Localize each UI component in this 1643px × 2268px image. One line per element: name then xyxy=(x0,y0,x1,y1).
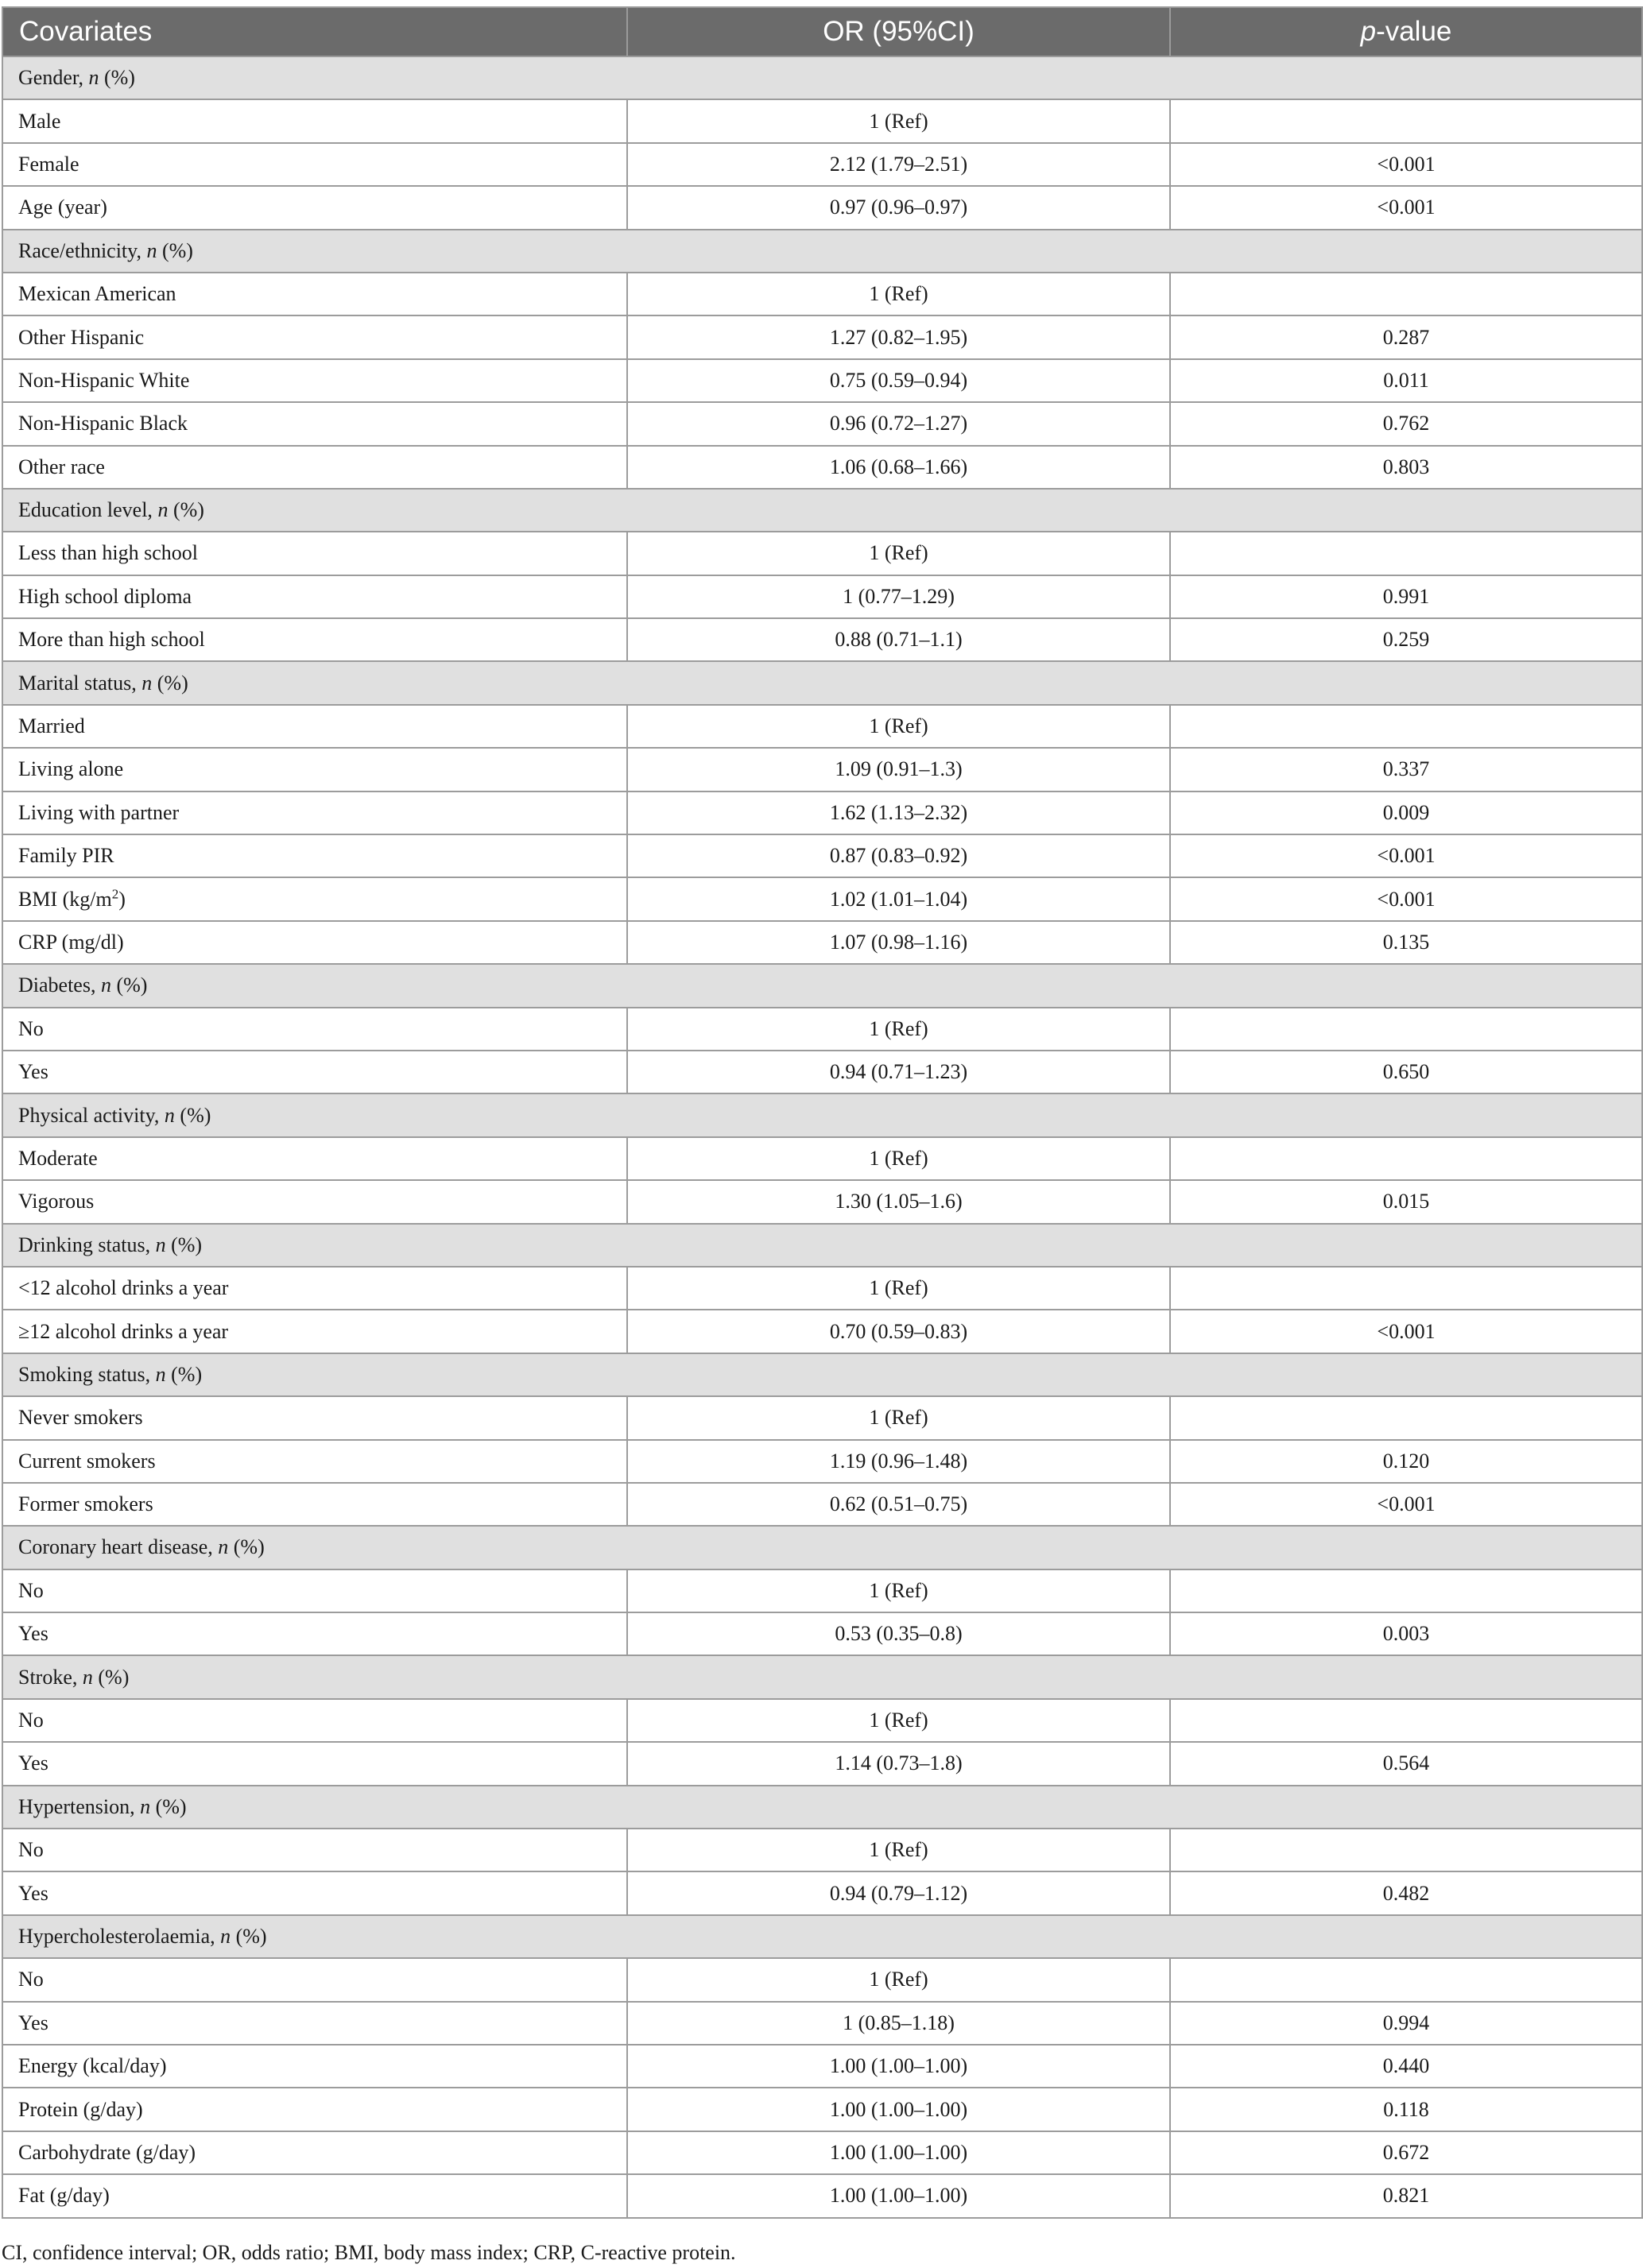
section-label xyxy=(2,964,1642,1007)
table-row xyxy=(2,1396,1642,1439)
or-cell: 1.02 (1.01–1.04) xyxy=(627,877,1170,920)
covariates-table xyxy=(2,6,1643,2219)
or-cell: 1.00 (1.00–1.00) xyxy=(627,2045,1170,2088)
p-value-cell xyxy=(1170,1008,1642,1051)
covariate-cell xyxy=(2,315,627,358)
table-body xyxy=(2,56,1642,2218)
p-value-cell xyxy=(1170,1396,1642,1439)
covariate-label: Non-Hispanic Black xyxy=(18,412,188,435)
section-label-n: n xyxy=(140,1794,151,1818)
table-row xyxy=(2,2131,1642,2174)
or-cell: 0.88 (0.71–1.1) xyxy=(627,618,1170,661)
table-row xyxy=(2,791,1642,834)
p-value-cell: <0.001 xyxy=(1170,1310,1642,1353)
or-cell: 1.06 (0.68–1.66) xyxy=(627,446,1170,489)
or-cell: 1 (Ref) xyxy=(627,99,1170,142)
section-label-text: Stroke, xyxy=(18,1665,83,1689)
p-value-cell: 0.564 xyxy=(1170,1742,1642,1785)
covariate-cell xyxy=(2,186,627,229)
section-label xyxy=(2,230,1642,273)
section-row xyxy=(2,1786,1642,1829)
section-row xyxy=(2,1655,1642,1698)
p-value-cell: 0.259 xyxy=(1170,618,1642,661)
p-value-cell: 0.650 xyxy=(1170,1051,1642,1093)
covariate-cell xyxy=(2,705,627,748)
p-value-cell: <0.001 xyxy=(1170,834,1642,877)
table-row xyxy=(2,1440,1642,1483)
covariate-label: <12 alcohol drinks a year xyxy=(18,1276,229,1300)
table-row xyxy=(2,705,1642,748)
or-cell: 1.09 (0.91–1.3) xyxy=(627,748,1170,791)
section-row xyxy=(2,1915,1642,1958)
or-cell: 1 (Ref) xyxy=(627,1396,1170,1439)
covariate-cell xyxy=(2,402,627,445)
covariate-label: No xyxy=(18,1968,44,1991)
section-row xyxy=(2,489,1642,532)
or-cell: 1 (Ref) xyxy=(627,1569,1170,1612)
or-cell: 1 (Ref) xyxy=(627,1008,1170,1051)
section-label-n: n xyxy=(220,1924,231,1948)
section-label-text: Race/ethnicity, xyxy=(18,238,147,262)
covariate-cell xyxy=(2,1699,627,1742)
covariate-cell xyxy=(2,877,627,920)
or-cell: 0.53 (0.35–0.8) xyxy=(627,1612,1170,1655)
table-row xyxy=(2,834,1642,877)
section-label-n: n xyxy=(157,498,169,522)
p-value-cell: 0.821 xyxy=(1170,2174,1642,2217)
header-covariates: Covariates xyxy=(2,7,627,56)
covariate-label: Age (year) xyxy=(18,195,107,219)
p-value-cell xyxy=(1170,1267,1642,1310)
section-label xyxy=(2,489,1642,532)
section-row xyxy=(2,1093,1642,1136)
covariate-label: Fat (g/day) xyxy=(18,2184,110,2208)
p-value-cell: 0.672 xyxy=(1170,2131,1642,2174)
p-value-cell: 0.994 xyxy=(1170,2002,1642,2045)
header-p-value xyxy=(1170,7,1642,56)
covariate-cell xyxy=(2,99,627,142)
p-value-cell xyxy=(1170,1699,1642,1742)
covariate-cell xyxy=(2,1483,627,1526)
covariate-cell xyxy=(2,575,627,618)
or-cell: 1 (0.77–1.29) xyxy=(627,575,1170,618)
table-row xyxy=(2,1699,1642,1742)
covariate-label: Yes xyxy=(18,2011,48,2034)
covariate-cell xyxy=(2,1310,627,1353)
covariate-cell xyxy=(2,532,627,575)
covariate-label: Former smokers xyxy=(18,1492,153,1516)
or-cell: 2.12 (1.79–2.51) xyxy=(627,143,1170,186)
p-value-cell: 0.009 xyxy=(1170,791,1642,834)
table-row xyxy=(2,921,1642,964)
covariate-label: Carbohydrate (g/day) xyxy=(18,2140,196,2164)
covariate-cell xyxy=(2,1829,627,1871)
section-label-suffix: (%) xyxy=(157,238,193,262)
table-row xyxy=(2,1871,1642,1914)
table-row xyxy=(2,359,1642,402)
p-value-cell: <0.001 xyxy=(1170,186,1642,229)
covariate-label: Current smokers xyxy=(18,1449,156,1473)
covariate-cell xyxy=(2,1267,627,1310)
covariate-cell xyxy=(2,618,627,661)
p-value-cell: 0.803 xyxy=(1170,446,1642,489)
p-value-cell xyxy=(1170,1958,1642,2001)
section-label-suffix: (%) xyxy=(99,66,135,90)
section-label-suffix: (%) xyxy=(110,973,148,997)
or-cell: 1 (Ref) xyxy=(627,273,1170,315)
section-row xyxy=(2,56,1642,99)
table-footnote: CI, confidence interval; OR, odds ratio; BMI, body mass index; CRP, C-reactive protein. xyxy=(2,2241,736,2264)
p-value-cell xyxy=(1170,99,1642,142)
table-row xyxy=(2,2174,1642,2217)
covariate-cell xyxy=(2,1742,627,1785)
p-value-cell: 0.135 xyxy=(1170,921,1642,964)
section-label-text: Gender, xyxy=(18,66,89,90)
covariate-label: No xyxy=(18,1838,44,1862)
section-row xyxy=(2,1526,1642,1569)
section-row xyxy=(2,230,1642,273)
covariate-label: Living alone xyxy=(18,757,124,781)
section-label xyxy=(2,661,1642,704)
covariate-label: Yes xyxy=(18,1060,48,1084)
covariate-cell xyxy=(2,791,627,834)
p-value-cell: 0.287 xyxy=(1170,315,1642,358)
covariate-cell xyxy=(2,273,627,315)
p-value-cell xyxy=(1170,1829,1642,1871)
section-label-n: n xyxy=(146,238,157,262)
section-row xyxy=(2,661,1642,704)
covariate-label: Family PIR xyxy=(18,844,114,868)
table-row xyxy=(2,1051,1642,1093)
covariate-cell xyxy=(2,834,627,877)
covariate-cell xyxy=(2,1612,627,1655)
section-row xyxy=(2,964,1642,1007)
or-cell: 1 (Ref) xyxy=(627,1137,1170,1180)
section-label-suffix: (%) xyxy=(174,1103,211,1127)
section-row xyxy=(2,1224,1642,1267)
or-cell: 1 (Ref) xyxy=(627,532,1170,575)
covariate-label: Yes xyxy=(18,1622,48,1646)
covariate-label: Yes xyxy=(18,1881,48,1905)
section-label-text: Coronary heart disease, xyxy=(18,1535,219,1559)
p-value-cell: <0.001 xyxy=(1170,877,1642,920)
section-label-n: n xyxy=(218,1535,229,1559)
section-label xyxy=(2,1915,1642,1958)
covariate-cell xyxy=(2,1569,627,1612)
section-label-text: Education level, xyxy=(18,498,158,522)
or-cell: 1 (Ref) xyxy=(627,1699,1170,1742)
section-label xyxy=(2,1786,1642,1829)
p-value-cell: 0.015 xyxy=(1170,1180,1642,1223)
p-value-cell: 0.440 xyxy=(1170,2045,1642,2088)
p-value-cell: 0.011 xyxy=(1170,359,1642,402)
p-value-cell: 0.991 xyxy=(1170,575,1642,618)
header-row xyxy=(2,7,1642,56)
table-row xyxy=(2,446,1642,489)
covariate-cell xyxy=(2,2088,627,2131)
covariate-label: ≥12 alcohol drinks a year xyxy=(18,1319,229,1343)
covariate-cell xyxy=(2,1871,627,1914)
or-cell: 1 (Ref) xyxy=(627,1267,1170,1310)
section-label-n: n xyxy=(82,1665,93,1689)
covariate-label: Yes xyxy=(18,1751,48,1775)
covariate-cell xyxy=(2,1137,627,1180)
covariate-label: No xyxy=(18,1016,44,1040)
covariate-cell xyxy=(2,2045,627,2088)
section-label xyxy=(2,1093,1642,1136)
covariate-label: Married xyxy=(18,714,85,738)
section-label-n: n xyxy=(141,671,153,695)
or-cell: 1.62 (1.13–2.32) xyxy=(627,791,1170,834)
p-value-cell: 0.482 xyxy=(1170,1871,1642,1914)
covariate-cell xyxy=(2,2174,627,2217)
covariate-cell xyxy=(2,359,627,402)
or-cell: 0.97 (0.96–0.97) xyxy=(627,186,1170,229)
table-row xyxy=(2,1829,1642,1871)
table-row xyxy=(2,1483,1642,1526)
covariate-cell xyxy=(2,446,627,489)
section-label xyxy=(2,56,1642,99)
table-row xyxy=(2,143,1642,186)
or-cell: 1.00 (1.00–1.00) xyxy=(627,2131,1170,2174)
covariate-cell xyxy=(2,921,627,964)
p-value-cell: <0.001 xyxy=(1170,143,1642,186)
covariate-label: Other Hispanic xyxy=(18,325,145,349)
p-value-cell: <0.001 xyxy=(1170,1483,1642,1526)
covariate-label: Living with partner xyxy=(18,800,180,824)
section-label-suffix: (%) xyxy=(228,1535,265,1559)
section-label-text: Hypertension, xyxy=(18,1794,141,1818)
section-label-text: Hypercholesterolaemia, xyxy=(18,1924,221,1948)
covariate-cell xyxy=(2,1958,627,2001)
table-row xyxy=(2,2002,1642,2045)
table-row xyxy=(2,618,1642,661)
p-value-cell xyxy=(1170,273,1642,315)
p-value-cell xyxy=(1170,532,1642,575)
covariate-label-suffix: ) xyxy=(118,887,126,911)
section-label-text: Physical activity, xyxy=(18,1103,165,1127)
p-value-cell xyxy=(1170,1137,1642,1180)
section-label xyxy=(2,1655,1642,1698)
covariate-label: No xyxy=(18,1578,44,1602)
header-or: OR (95%CI) xyxy=(627,7,1170,56)
or-cell: 1.30 (1.05–1.6) xyxy=(627,1180,1170,1223)
or-cell: 1.27 (0.82–1.95) xyxy=(627,315,1170,358)
or-cell: 0.70 (0.59–0.83) xyxy=(627,1310,1170,1353)
covariate-cell xyxy=(2,748,627,791)
section-label-text: Smoking status, xyxy=(18,1362,156,1386)
or-cell: 1 (Ref) xyxy=(627,1958,1170,2001)
covariate-label: Mexican American xyxy=(18,282,176,306)
covariate-label: Other race xyxy=(18,455,105,478)
section-label-n: n xyxy=(155,1233,166,1256)
p-value-cell xyxy=(1170,1569,1642,1612)
covariate-label: Energy (kcal/day) xyxy=(18,2054,167,2078)
table-row xyxy=(2,1742,1642,1785)
section-label-n: n xyxy=(155,1362,166,1386)
table-row xyxy=(2,748,1642,791)
section-label-suffix: (%) xyxy=(92,1665,130,1689)
table-row xyxy=(2,1958,1642,2001)
table-row xyxy=(2,1137,1642,1180)
or-cell: 1.14 (0.73–1.8) xyxy=(627,1742,1170,1785)
table-row xyxy=(2,186,1642,229)
or-cell: 1.00 (1.00–1.00) xyxy=(627,2088,1170,2131)
section-label xyxy=(2,1224,1642,1267)
covariate-label: CRP (mg/dl) xyxy=(18,931,124,954)
covariate-label: Less than high school xyxy=(18,541,199,565)
table-row xyxy=(2,1310,1642,1353)
table-row xyxy=(2,2088,1642,2131)
covariate-label: Vigorous xyxy=(18,1190,95,1213)
table-row xyxy=(2,1180,1642,1223)
p-value-cell: 0.120 xyxy=(1170,1440,1642,1483)
covariate-cell xyxy=(2,1440,627,1483)
covariate-superscript: 2 xyxy=(111,885,119,901)
covariate-cell xyxy=(2,1008,627,1051)
table-row xyxy=(2,99,1642,142)
table-row xyxy=(2,315,1642,358)
section-label-n: n xyxy=(100,973,111,997)
covariate-label: BMI (kg/m xyxy=(18,887,112,911)
or-cell: 1 (Ref) xyxy=(627,1829,1170,1871)
covariate-label: More than high school xyxy=(18,628,205,652)
p-value-cell: 0.337 xyxy=(1170,748,1642,791)
table-row xyxy=(2,532,1642,575)
covariate-label: Male xyxy=(18,109,61,133)
or-cell: 0.94 (0.79–1.12) xyxy=(627,1871,1170,1914)
header-p-suffix: -value xyxy=(1376,16,1452,47)
covariate-label: Never smokers xyxy=(18,1406,143,1430)
or-cell: 1.00 (1.00–1.00) xyxy=(627,2174,1170,2217)
table-row xyxy=(2,273,1642,315)
section-label-text: Marital status, xyxy=(18,671,142,695)
or-cell: 0.94 (0.71–1.23) xyxy=(627,1051,1170,1093)
or-cell: 1 (0.85–1.18) xyxy=(627,2002,1170,2045)
section-label-n: n xyxy=(88,66,99,90)
covariate-cell xyxy=(2,143,627,186)
table-row xyxy=(2,1612,1642,1655)
or-cell: 1 (Ref) xyxy=(627,705,1170,748)
section-label xyxy=(2,1526,1642,1569)
section-label-suffix: (%) xyxy=(231,1924,267,1948)
covariate-cell xyxy=(2,2002,627,2045)
or-cell: 0.87 (0.83–0.92) xyxy=(627,834,1170,877)
covariate-label: No xyxy=(18,1709,44,1732)
or-cell: 1.19 (0.96–1.48) xyxy=(627,1440,1170,1483)
section-label-text: Diabetes, xyxy=(18,973,101,997)
table-row xyxy=(2,1569,1642,1612)
section-label-suffix: (%) xyxy=(152,671,188,695)
section-label-text: Drinking status, xyxy=(18,1233,156,1256)
section-label xyxy=(2,1353,1642,1396)
covariate-cell xyxy=(2,1396,627,1439)
covariate-label: Female xyxy=(18,152,79,176)
p-value-cell: 0.762 xyxy=(1170,402,1642,445)
covariate-cell xyxy=(2,2131,627,2174)
table-row xyxy=(2,575,1642,618)
section-row xyxy=(2,1353,1642,1396)
table-row xyxy=(2,1267,1642,1310)
table-row xyxy=(2,877,1642,920)
table-row xyxy=(2,2045,1642,2088)
section-label-suffix: (%) xyxy=(165,1233,203,1256)
covariate-cell xyxy=(2,1180,627,1223)
p-value-cell xyxy=(1170,705,1642,748)
or-cell: 0.62 (0.51–0.75) xyxy=(627,1483,1170,1526)
covariate-label: Non-Hispanic White xyxy=(18,368,190,392)
section-label-suffix: (%) xyxy=(165,1362,203,1386)
covariate-label: Moderate xyxy=(18,1146,98,1170)
covariate-label: Protein (g/day) xyxy=(18,2097,143,2121)
section-label-suffix: (%) xyxy=(150,1794,187,1818)
table-container xyxy=(0,6,1643,2219)
covariate-label: High school diploma xyxy=(18,584,192,608)
covariate-cell xyxy=(2,1051,627,1093)
header-p-italic: p xyxy=(1360,16,1377,47)
table-row xyxy=(2,1008,1642,1051)
or-cell: 0.96 (0.72–1.27) xyxy=(627,402,1170,445)
p-value-cell: 0.003 xyxy=(1170,1612,1642,1655)
or-cell: 0.75 (0.59–0.94) xyxy=(627,359,1170,402)
section-label-n: n xyxy=(164,1103,175,1127)
table-row xyxy=(2,402,1642,445)
or-cell: 1.07 (0.98–1.16) xyxy=(627,921,1170,964)
table-header xyxy=(2,7,1642,56)
p-value-cell: 0.118 xyxy=(1170,2088,1642,2131)
section-label-suffix: (%) xyxy=(168,498,204,522)
